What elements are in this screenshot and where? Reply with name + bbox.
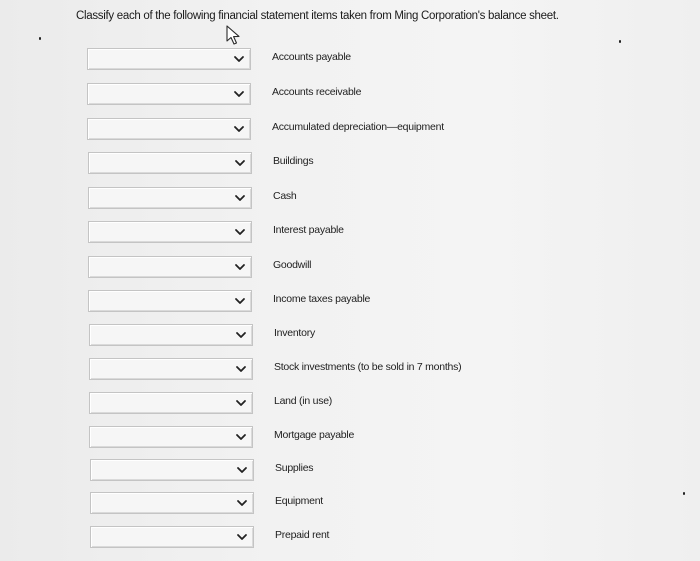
item-label: Interest payable — [273, 224, 344, 236]
item-label: Income taxes payable — [273, 293, 371, 305]
classification-dropdown[interactable] — [87, 48, 251, 70]
classification-dropdown[interactable] — [90, 492, 254, 514]
item-label: Accounts payable — [272, 51, 351, 63]
classification-dropdown[interactable] — [89, 426, 253, 448]
item-label: Land (in use) — [274, 395, 333, 407]
item-label: Prepaid rent — [275, 529, 330, 541]
classification-dropdown[interactable] — [88, 152, 252, 174]
instruction-text: Classify each of the following financial statement items taken from Ming Corporation's balance sheet. — [76, 10, 559, 22]
chevron-down-icon — [234, 226, 246, 238]
chevron-down-icon — [235, 397, 247, 409]
chevron-down-icon — [233, 123, 245, 135]
item-label: Mortgage payable — [274, 429, 355, 441]
classification-dropdown[interactable] — [87, 83, 251, 105]
mouse-pointer-icon — [224, 24, 246, 48]
chevron-down-icon — [234, 157, 246, 169]
chevron-down-icon — [236, 497, 248, 509]
classification-dropdown[interactable] — [87, 118, 251, 140]
chevron-down-icon — [234, 295, 246, 307]
screen-speck — [39, 37, 41, 40]
classification-dropdown[interactable] — [88, 187, 252, 209]
classification-dropdown[interactable] — [89, 324, 253, 346]
item-label: Supplies — [275, 462, 314, 474]
chevron-down-icon — [236, 464, 248, 476]
classification-dropdown[interactable] — [89, 358, 253, 380]
item-label: Stock investments (to be sold in 7 months) — [274, 361, 462, 373]
screen-speck — [619, 40, 621, 43]
classification-dropdown[interactable] — [88, 290, 252, 312]
classification-dropdown[interactable] — [90, 459, 254, 481]
chevron-down-icon — [234, 192, 246, 204]
classification-dropdown[interactable] — [88, 256, 252, 278]
chevron-down-icon — [233, 53, 245, 65]
chevron-down-icon — [235, 329, 247, 341]
item-label: Goodwill — [273, 259, 312, 271]
chevron-down-icon — [234, 261, 246, 273]
item-label: Accounts receivable — [272, 86, 362, 98]
chevron-down-icon — [236, 531, 248, 543]
item-label: Inventory — [274, 327, 315, 339]
item-label: Buildings — [273, 155, 314, 167]
classification-dropdown[interactable] — [89, 392, 253, 414]
item-label: Cash — [273, 190, 297, 202]
item-label: Accumulated depreciation—equipment — [272, 121, 444, 133]
chevron-down-icon — [233, 88, 245, 100]
classification-dropdown[interactable] — [88, 221, 252, 243]
chevron-down-icon — [235, 363, 247, 375]
classification-dropdown[interactable] — [90, 526, 254, 548]
item-label: Equipment — [275, 495, 323, 507]
chevron-down-icon — [235, 431, 247, 443]
screen-speck — [683, 492, 685, 495]
